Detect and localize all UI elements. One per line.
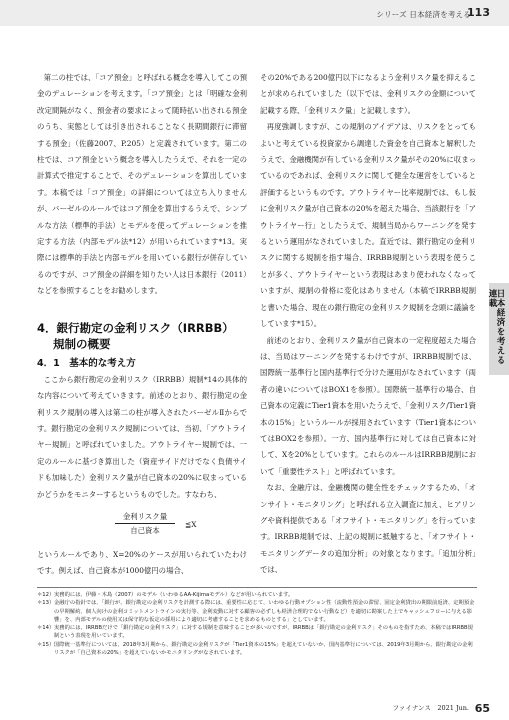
footer-magazine: ファイナンス 2021 Jun. xyxy=(392,704,469,712)
formula-numerator: 金利リスク量 xyxy=(115,511,175,524)
footnote-text: 国際統一基準行については、2018年3月期から、銀行勘定の金利リスクが「Tier1資本の15%」を超えていないか、国内基準行については、2019年3月期から、銀行勘定の金利リスクが「自己資本の20%」を超えていないかモニタリングがなされています。 xyxy=(54,641,473,657)
side-tab-label-series: 日本経済を考える xyxy=(495,289,505,365)
footnote-marker: ＊13） xyxy=(37,600,55,607)
footnote-text: 実務的には、伊藤・木島（2007）のモデル（いわゆるAA-Kijimaモデル）などが用いられています。 xyxy=(54,592,294,598)
body-paragraph: というルールであり、X=20%のケースが用いられていたわけです。例えば、自己資本が1000億円の場合、 xyxy=(37,549,247,576)
series-side-tab xyxy=(489,283,509,375)
footnote-marker: ＊12） xyxy=(37,592,55,598)
header-page-number: 113 xyxy=(467,6,490,19)
body-paragraph: なお、金融庁は、金融機関の健全性をチェックするため、「オンサイト・モニタリング」と呼ばれる立入調査に加え、ヒアリングや資料提供である「オフサイト・モニタリング」を行っています。IRRBB規制では、上記の規制に抵触すると、「オフサイト・モニタリングデータの追加分析」の対象となります。「追加分析」では、 xyxy=(260,483,476,575)
formula-fraction xyxy=(115,511,175,537)
formula xyxy=(115,511,247,539)
left-column xyxy=(37,70,247,580)
footnotes xyxy=(37,591,477,657)
footnote-divider xyxy=(37,587,477,588)
series-title: シリーズ 日本経済を考える xyxy=(376,10,471,19)
footnote xyxy=(37,641,477,658)
body-paragraph: ここから銀行勘定の金利リスク（IRRBB）規制*14の具体的な内容について考えていきます。前述のとおり、銀行勘定の金利リスク規制の導入は第二の柱が導入されたバーゼルⅡからです。銀行勘定の金利リスク規制については、当初、「アウトライヤー規制」と呼ばれていました。アウトライヤー規制では、一定のルールに基づき算出した（資産サイドだけでなく負債サイドも加味した）金利リスク量が自己資本の20%に収まっているかどうかをモニターするというものでした。すなわち、 xyxy=(37,374,247,499)
footnote-text: 金融庁の指針では、「銀行が、銀行勘定の金利リスクを計測する際には、重要性に応じて、いわゆる行動オプション性（流動性預金の滞留、固定金利貸出の期限前返済、定期預金の早期解約、個人向けの金利コミットメントラインの実行等、金利変動に対する顧客の必ずしも経済合理的でない行動など）を適切に勘案した上でキャッシュフローに与える影響」を、内部モデルの使用又は保守的な仮定の採用により適切に考慮することを求めるものとする」としています。 xyxy=(54,600,475,623)
body-paragraph: 第二の柱では、「コア預金」と呼ばれる概念を導入してこの預金のデュレーションを考えます。「コア預金」とは「明確な金利改定間隔がなく、預金者の要求によって随時払い出される預金のうち、実態としては引き出されることなく長期間銀行に滞留する預金」（佐藤2007、P.205）と定義されています。第二の柱では、コア預金という概念を導入したうえで、それを一定の計算式で推定することで、そのデュレーションを算出しています。本稿では「コア預金」の詳細については立ち入りませんが、バーゼルのルールではコア預金を算出するうえで、シンプルな方法（標準的手法）とモデルを使ってデュレーションを推定する方法（内部モデル法*12）が用いられています*13。実際には標準的手法と内部モデルを用いている銀行が併存しているのですが、コア預金の詳細を知りたい人は日本銀行（2011）などを参照することをお勧めします。 xyxy=(37,73,247,296)
side-tab-label-serial: 連載 xyxy=(487,289,497,308)
formula-relation: ≦X xyxy=(185,519,197,529)
section-title xyxy=(37,320,247,352)
body-paragraph: その20%である200億円以下になるよう金利リスク量を抑えることが求められていました（以下では、金利リスクの金額について記載する際、「金利リスク量」と記載します）。 xyxy=(260,73,476,115)
footnote-marker: ＊15） xyxy=(37,641,55,648)
footnote xyxy=(37,591,477,599)
body-paragraph: 前述のとおり、金利リスク量が自己資本の一定程度超えた場合は、当局はワーニングを発するわけですが、IRRBB規制では、国際統一基準行と国内基準行で分けた運用がなされています（両者の違いについてはBOX1を参照）。国際統一基準行の場合、自己資本の定義にTier1資本を用いたうえで、「金利リスク/Tier1資本の15%」というルールが採用されています（Tier1資本についてはBOX2を参照）。一方、国内基準行に対しては自己資本に対して、Xを20%としています。これらのルールはIRRBB規制において「重要性テスト」と呼ばれています。 xyxy=(260,335,476,476)
body-paragraph: 再度強調しますが、この規制のアイデアは、リスクをとってもよいと考えている投資家から調達した資金を自己資本と解釈したうえで、金融機関が有している金利リスク量がその20%に収まっているのであれば、金利リスクに関して健全な運営をしていると評価するというものです。アウトライヤー比率規制では、もし仮に金利リスク量が自己資本の20%を超えた場合、当該銀行を「アウトライヤー行」としたうえで、規制当局からワーニングを発するという運用がなされていました。直近では、銀行勘定の金利リスクに関する規制を指す場合、IRRBB規制という表現を使うことが多く、アウトライヤーという表現はあまり使われなくなっていますが、規制の骨格に変化はありません（本稿でIRRBB規制と書いた場合、現在の銀行勘定の金利リスク規制を念頭に議論をしています*15）。 xyxy=(260,122,476,329)
section-number: 4． xyxy=(37,320,57,335)
footnote-text: 実務的には、IRRBBだけで「銀行勘定の金利リスク」に対する規制を意味することが多いのですが、IRRBBは「銀行勘定の金利リスク」そのものを指すため、本稿ではIRRBB規制という表現を用いています。 xyxy=(54,625,473,640)
section-title-line1: 銀行勘定の金利リスク（IRRBB） xyxy=(56,320,234,335)
footnote xyxy=(37,599,477,624)
footnote-marker: ＊14） xyxy=(37,625,55,632)
formula-denominator: 自己資本 xyxy=(130,525,160,535)
section-title-line2: 規制の概要 xyxy=(53,336,111,351)
footer-page-number: 65 xyxy=(474,702,490,715)
footnote xyxy=(37,624,477,641)
right-column xyxy=(260,70,476,579)
subsection-title: 4．1 基本的な考え方 xyxy=(37,357,136,369)
